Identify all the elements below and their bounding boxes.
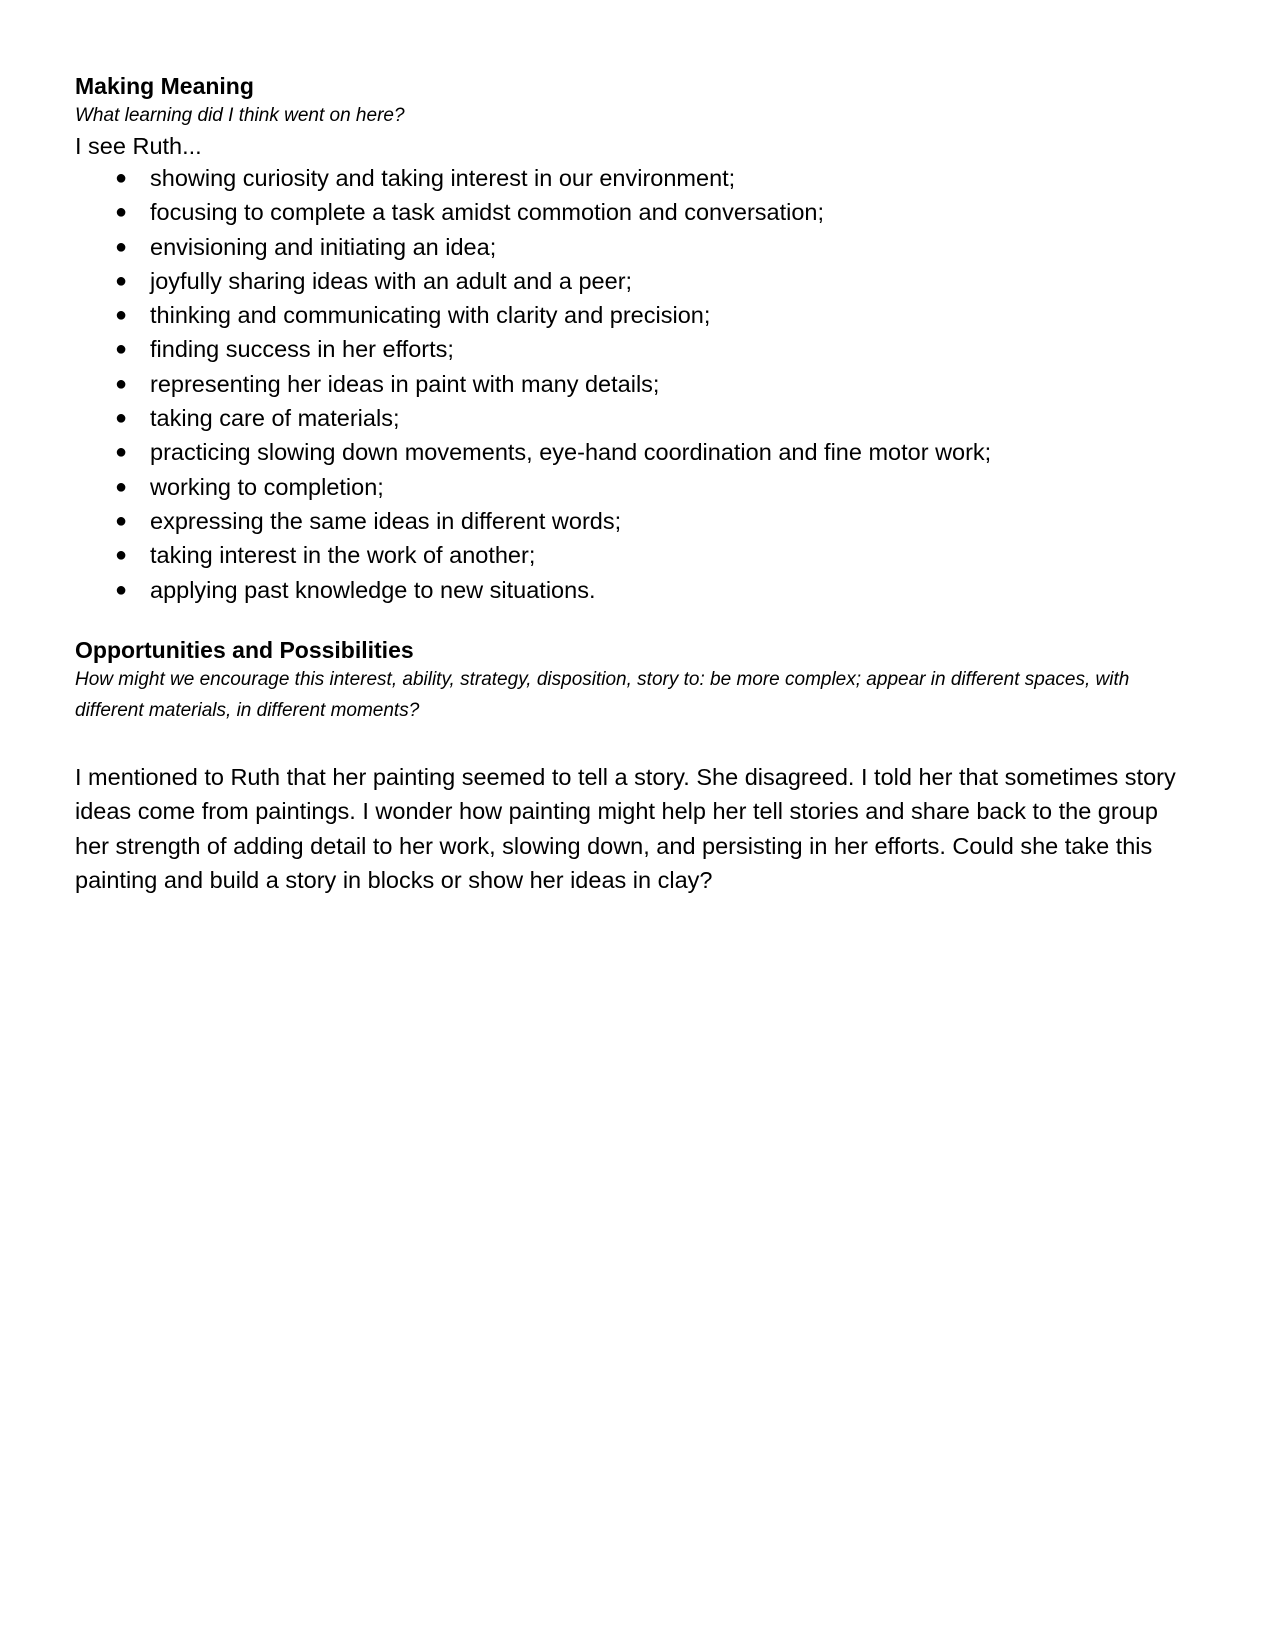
bullet-icon: ● (115, 475, 128, 498)
list-item-text: representing her ideas in paint with many details; (150, 370, 660, 397)
section-prompt: What learning did I think went on here? (75, 105, 405, 126)
learning-list (75, 161, 1195, 607)
list-item (75, 161, 1195, 195)
bullet-icon: ● (115, 235, 128, 258)
list-item-text: working to completion; (150, 473, 384, 500)
list-item (75, 264, 1195, 298)
section-heading: Opportunities and Possibilities (75, 636, 414, 663)
bullet-icon: ● (115, 407, 128, 430)
opportunities-section (75, 636, 1195, 898)
bullet-icon: ● (115, 304, 128, 327)
bullet-icon: ● (115, 544, 128, 567)
list-item-text: showing curiosity and taking interest in our environment; (150, 165, 736, 191)
bullet-icon: ● (115, 201, 128, 224)
making-meaning-section (75, 72, 1195, 607)
document-page (75, 72, 1195, 898)
list-item-text: taking care of materials; (150, 405, 400, 432)
list-item-text: focusing to complete a task amidst commotion and conversation; (150, 199, 825, 226)
lead-text: I see Ruth... (75, 133, 202, 159)
list-item-text: thinking and communicating with clarity and precision; (150, 302, 711, 329)
list-item-text: taking interest in the work of another; (150, 542, 536, 569)
bullet-icon: ● (115, 338, 128, 361)
list-item (75, 298, 1195, 332)
list-item (75, 538, 1195, 572)
list-item-text: practicing slowing down movements, eye-hand coordination and fine motor work; (150, 439, 992, 466)
list-item (75, 195, 1195, 229)
bullet-icon: ● (115, 167, 128, 189)
bullet-icon: ● (115, 269, 128, 292)
list-item-text: finding success in her efforts; (150, 336, 454, 363)
bullet-icon: ● (115, 578, 128, 601)
body-paragraph: I mentioned to Ruth that her painting seemed to tell a story. She disagreed. I told her that sometimes story ideas come from paintings. I wonder how painting might help her tell stories and share back to the group her strength of adding detail to her work, slowing down, and persisting in her efforts. Could she take this painting and build a story in blocks or show her ideas in clay? (75, 763, 1176, 894)
list-item-text: applying past knowledge to new situations. (150, 576, 596, 603)
bullet-icon: ● (115, 372, 128, 395)
list-item (75, 332, 1195, 366)
bullet-icon: ● (115, 441, 128, 464)
list-item (75, 230, 1195, 264)
list-item (75, 504, 1195, 538)
list-item (75, 401, 1195, 435)
bullet-icon: ● (115, 509, 128, 532)
list-item (75, 470, 1195, 504)
list-item-text: envisioning and initiating an idea; (150, 233, 497, 260)
section-heading: Making Meaning (75, 73, 254, 99)
list-item (75, 573, 1195, 607)
list-item-text: joyfully sharing ideas with an adult and a peer; (150, 267, 633, 294)
list-item-text: expressing the same ideas in different words; (150, 507, 622, 534)
section-prompt: How might we encourage this interest, ability, strategy, disposition, story to: be more complex; appear in different spaces, with different materials, in different moments? (75, 668, 1130, 721)
list-item (75, 435, 1195, 469)
list-item (75, 367, 1195, 401)
